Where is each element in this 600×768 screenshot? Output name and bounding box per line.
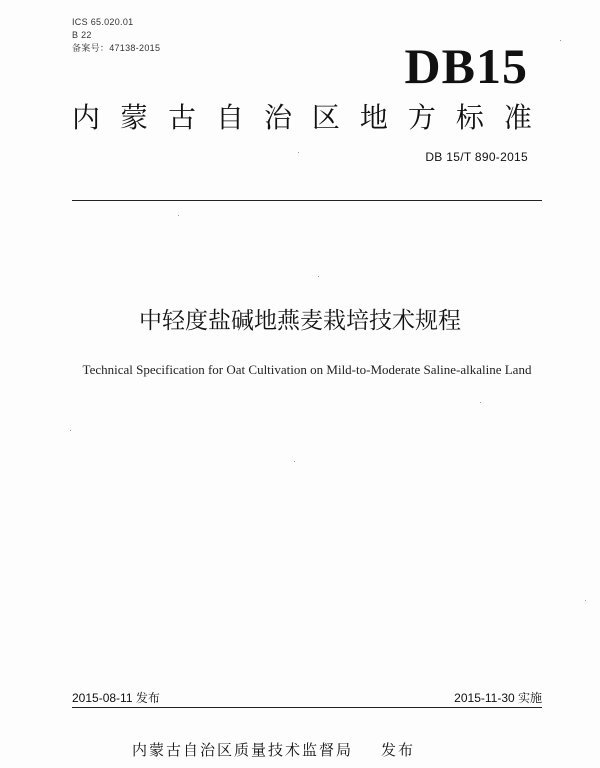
scan-speck: [298, 152, 299, 153]
authority-char: 准: [503, 101, 532, 134]
english-title: Technical Specification for Oat Cultivation on Mild-to-Moderate Saline-alkaline Land: [82, 362, 532, 377]
authority-char: 内: [72, 101, 101, 134]
scan-speck: [294, 461, 295, 462]
authority-char: 蒙: [119, 101, 148, 134]
issue-date: 2015-08-11 发布: [72, 691, 160, 705]
issuer-name: 内蒙古自治区质量技术监督局: [132, 741, 354, 759]
scan-speck: [178, 215, 179, 216]
scan-speck: [70, 430, 71, 431]
db15-logo: DB15: [404, 38, 528, 94]
issuer-action: 发布: [381, 741, 416, 759]
chinese-title: 中轻度盐碱地燕麦栽培技术规程: [139, 308, 461, 334]
authority-char: 方: [407, 101, 436, 134]
ics-code: ICS 65.020.01: [72, 17, 134, 27]
authority-char: 标: [455, 101, 484, 134]
scan-speck: [560, 40, 561, 41]
classification-code: B 22: [72, 30, 92, 40]
scan-speck: [480, 402, 481, 403]
authority-char: 区: [311, 101, 340, 134]
scan-speck: [585, 600, 586, 601]
footer-divider: [72, 707, 542, 708]
implementation-date: 2015-11-30 实施: [454, 691, 542, 705]
header-metadata: [72, 16, 160, 55]
scan-speck: [318, 276, 319, 277]
authority-char: 地: [359, 101, 388, 134]
record-number: 备案号：47138-2015: [72, 43, 161, 53]
authority-char: 治: [263, 101, 292, 134]
authority-char: 古: [167, 101, 196, 134]
authority-heading: [72, 100, 532, 136]
issuer-line: [132, 739, 415, 760]
standard-number: DB 15/T 890-2015: [425, 150, 528, 164]
header-divider: [72, 200, 542, 201]
authority-char: 自: [215, 101, 244, 134]
